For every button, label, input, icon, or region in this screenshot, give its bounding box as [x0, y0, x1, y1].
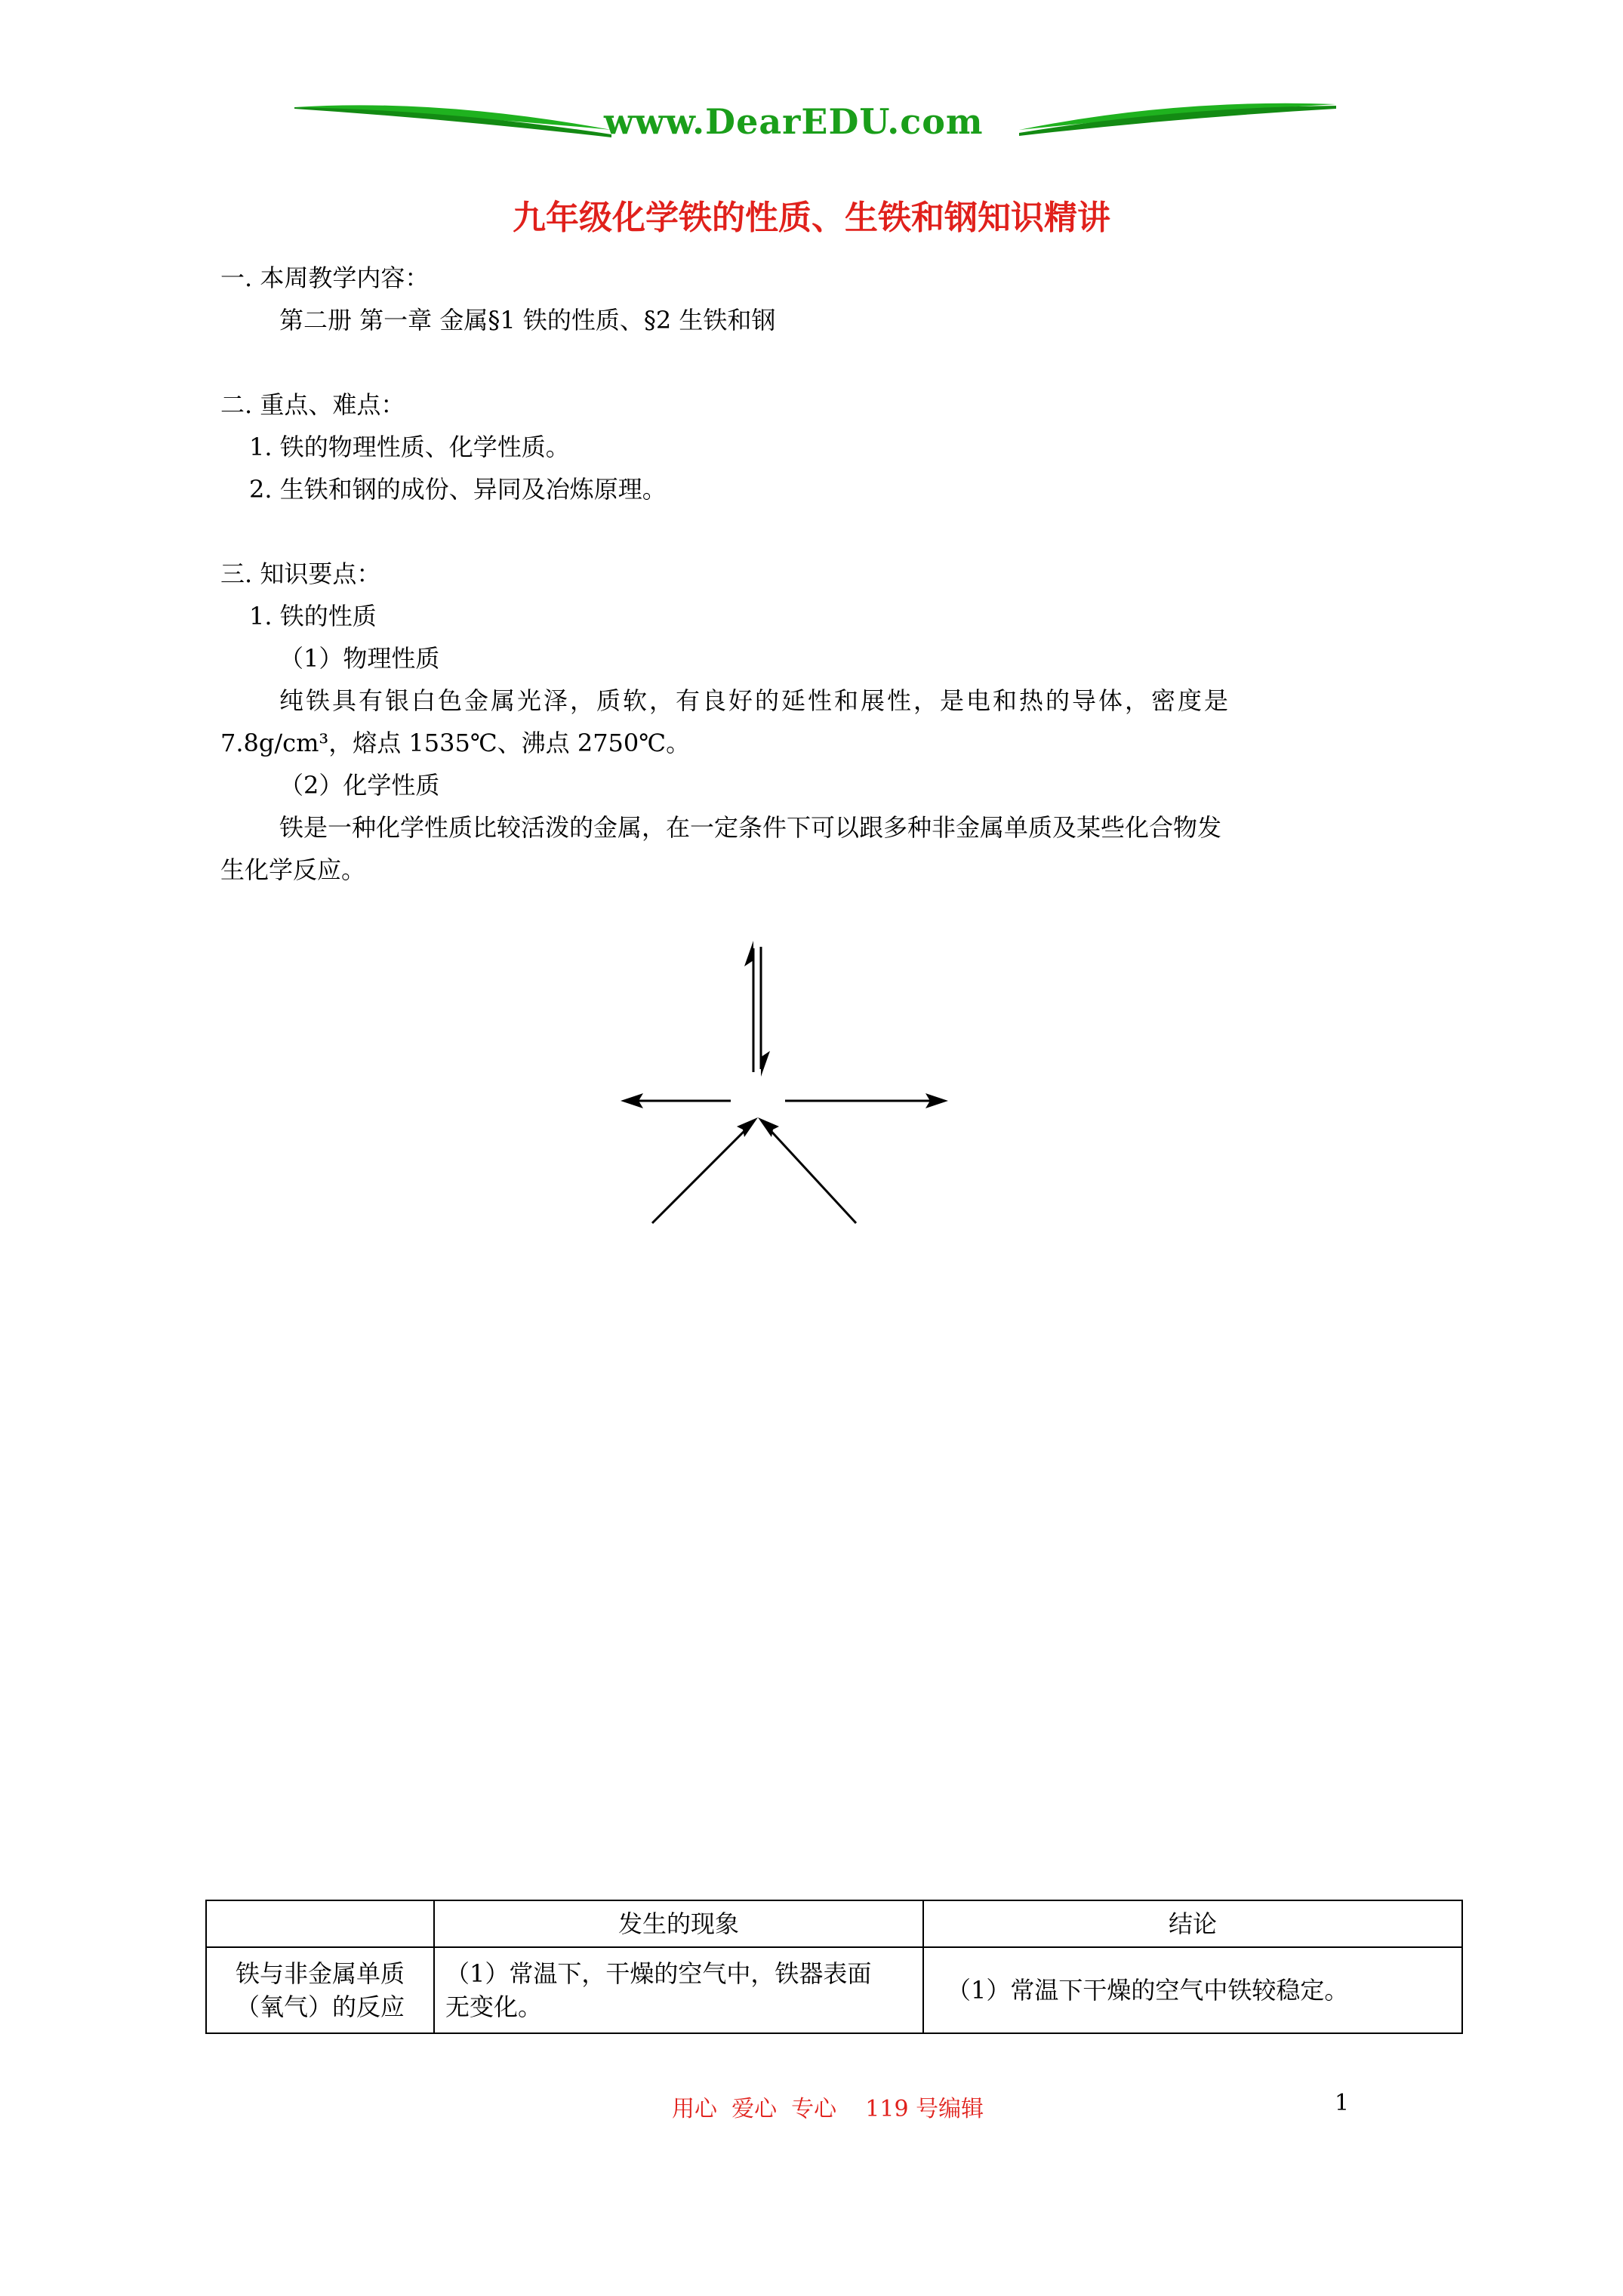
- cell-line: （氧气）的反应: [235, 1992, 405, 2021]
- table-cell-conclusion: （1）常温下干燥的空气中铁较稳定。: [923, 1947, 1462, 2033]
- reaction-arrow-diagram: [604, 936, 981, 1238]
- section-3-sub-2: （2）化学性质: [279, 771, 440, 800]
- cell-line: 无变化。: [445, 1992, 543, 2021]
- section-3-sub-1: （1）物理性质: [279, 644, 440, 673]
- section-3-heading: 三. 知识要点：: [220, 559, 381, 588]
- section-2-item-1: 1. 铁的物理性质、化学性质。: [249, 433, 570, 461]
- section-3-para-1-line-2: 7.8g/cm³，熔点 1535℃、沸点 2750℃。: [220, 729, 691, 757]
- header-logo: [287, 91, 1344, 159]
- table-header-cell: 结论: [923, 1900, 1462, 1947]
- page-number: 1: [1335, 2090, 1350, 2116]
- observation-table: [205, 1900, 1463, 2034]
- section-3-item-1: 1. 铁的性质: [249, 602, 377, 630]
- table-header-row: [206, 1900, 1462, 1947]
- cell-line: 铁与非金属单质: [235, 1959, 405, 1988]
- arrow-diagonal-right: [765, 1125, 856, 1223]
- section-1-heading: 一. 本周教学内容：: [220, 264, 430, 292]
- arrow-diagonal-left: [652, 1125, 750, 1223]
- logo-swoosh-left: [287, 91, 619, 159]
- section-3-para-2-line-2: 生化学反应。: [220, 855, 366, 884]
- section-3-para-1-line-1: 纯铁具有银白色金属光泽，质软，有良好的延性和展性，是电和热的导体，密度是: [279, 686, 1231, 715]
- section-3-para-2-line-1: 铁是一种化学性质比较活泼的金属，在一定条件下可以跟多种非金属单质及某些化合物发: [279, 813, 1222, 842]
- table-row: [206, 1947, 1462, 2033]
- cell-line: （1）常温下，干燥的空气中，铁器表面: [445, 1959, 872, 1988]
- page-title: 九年级化学铁的性质、生铁和钢知识精讲: [513, 199, 1110, 237]
- section-2-item-2: 2. 生铁和钢的成份、异同及冶炼原理。: [249, 475, 667, 504]
- table-header-cell: 发生的现象: [434, 1900, 923, 1947]
- footer-text: 用心 爱心 专心 119 号编辑: [672, 2096, 984, 2122]
- table-header-cell: [206, 1900, 434, 1947]
- logo-swoosh-right: [1012, 91, 1344, 159]
- section-2-heading: 二. 重点、难点：: [220, 390, 405, 419]
- section-1-text: 第二册 第一章 金属§1 铁的性质、§2 生铁和钢: [279, 306, 776, 334]
- table-cell-reaction: [206, 1947, 434, 2033]
- logo-text: www.DearEDU.com: [604, 101, 984, 142]
- table-cell-phenomenon: [434, 1947, 923, 2033]
